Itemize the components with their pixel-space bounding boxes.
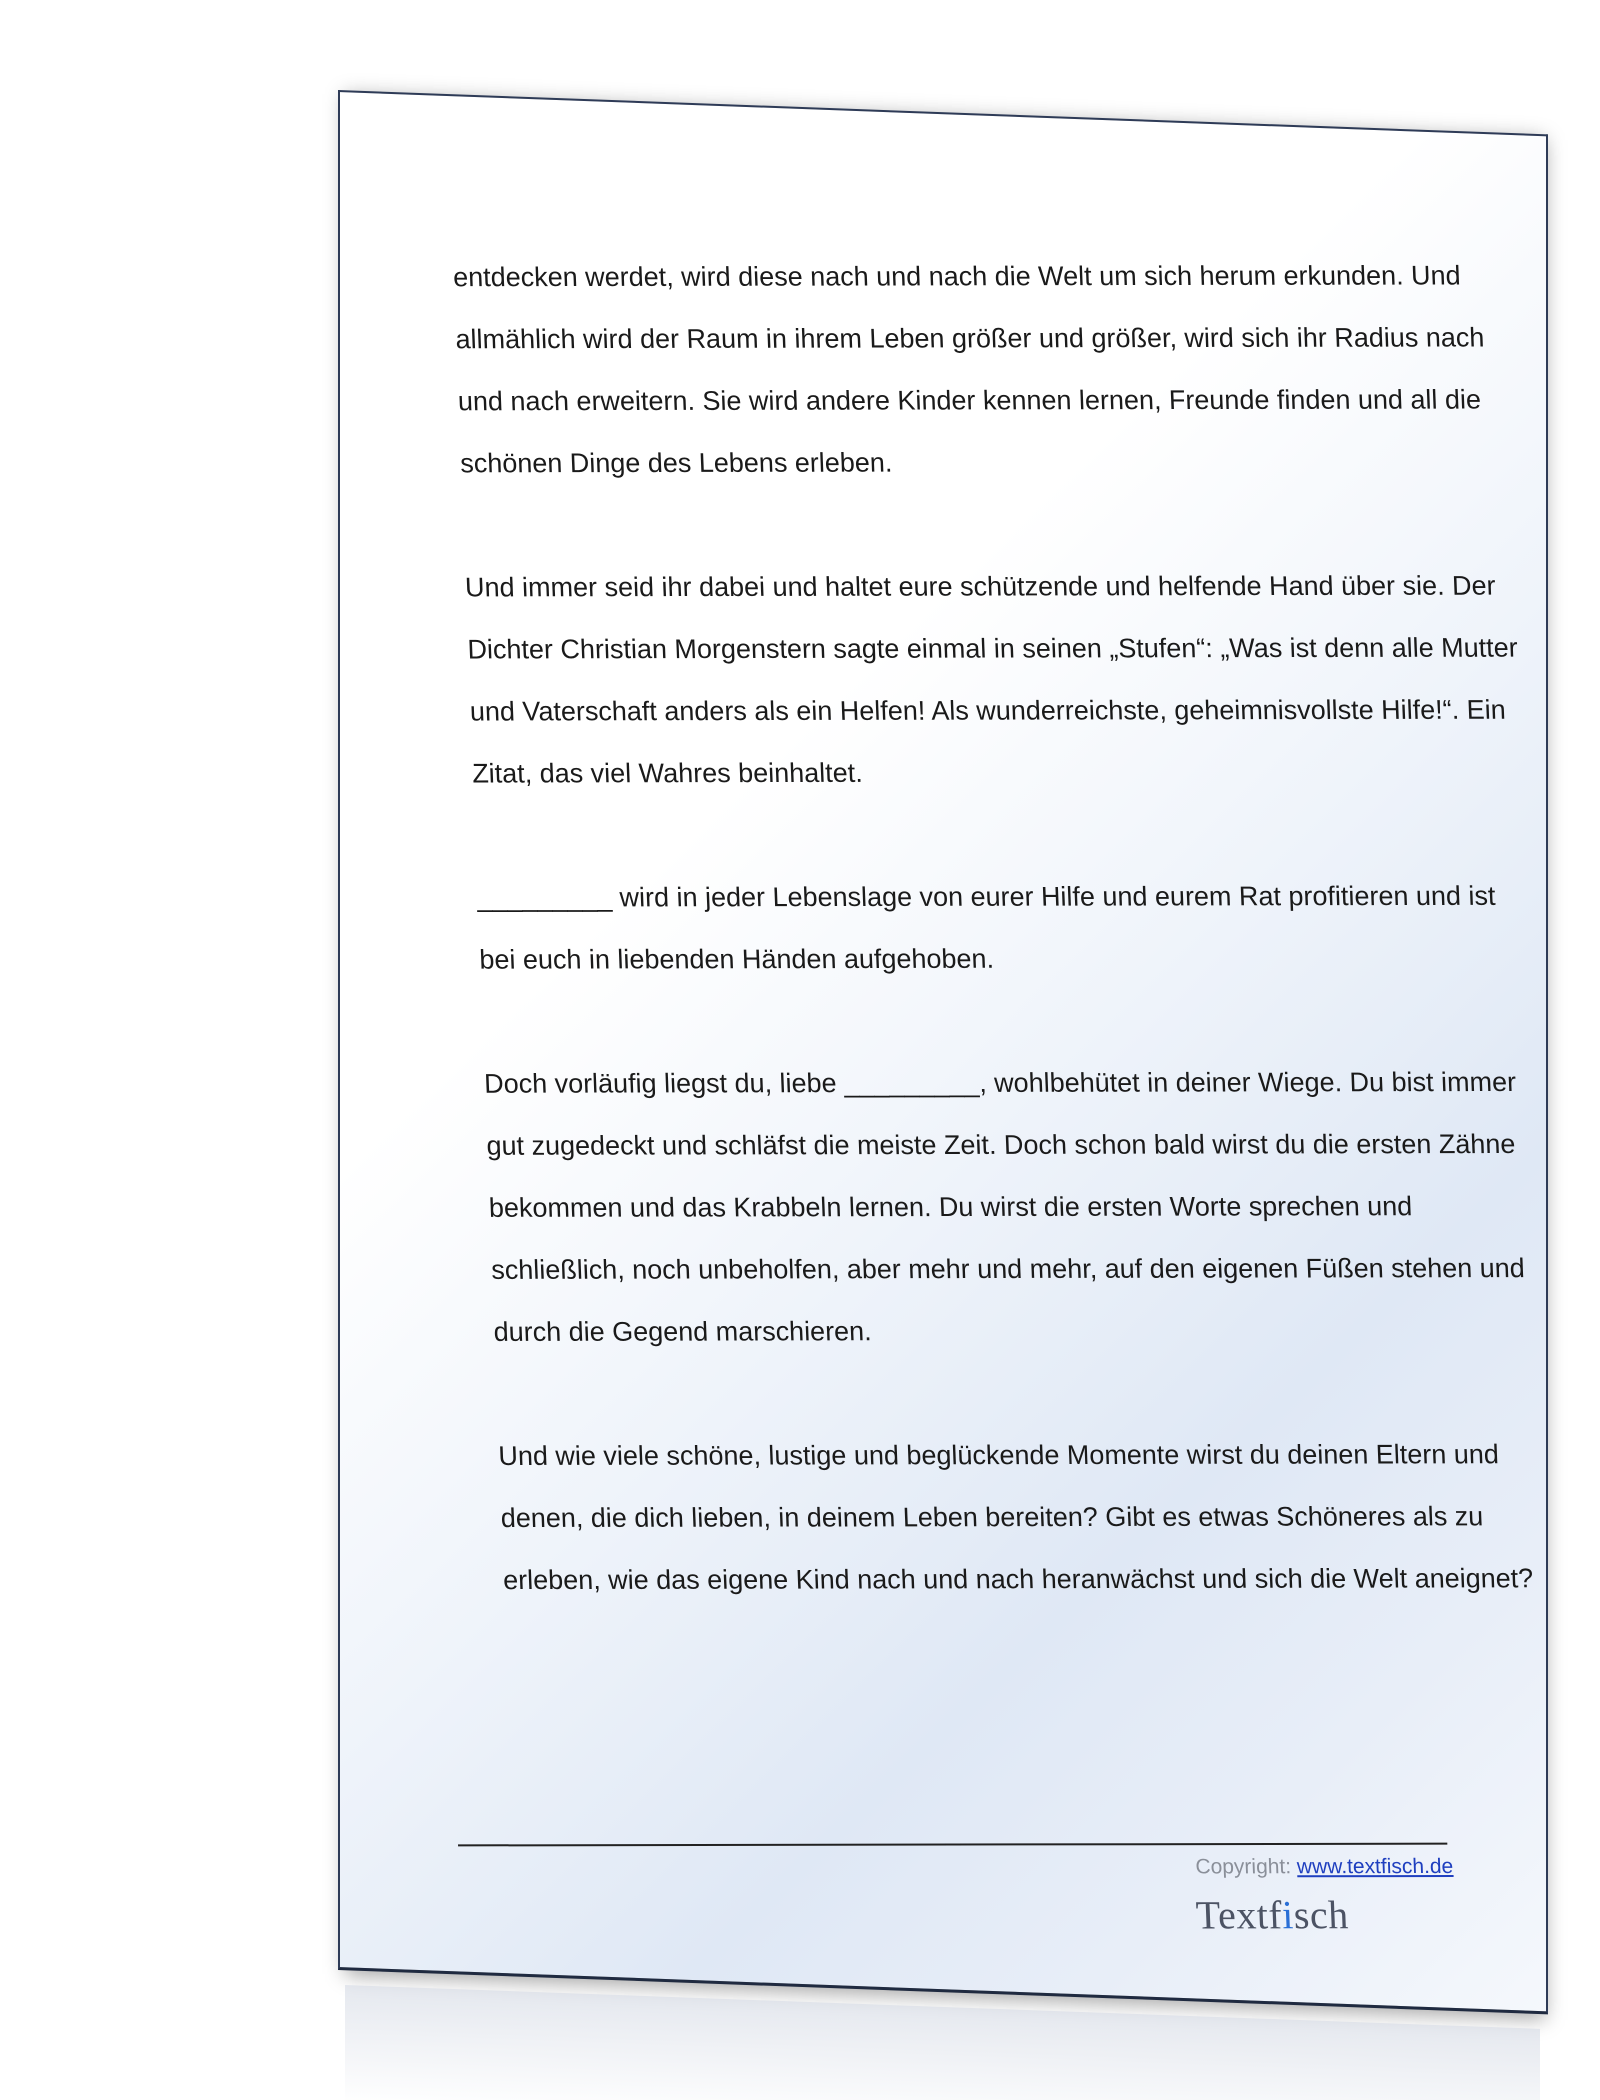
text-line: entdecken werdet, wird diese nach und nach die Welt um sich herum erkunden. Und: [452, 260, 1462, 293]
fish-icon: i: [1281, 1892, 1295, 1938]
footer-divider: [458, 1843, 1447, 1847]
copyright-link[interactable]: www.textfisch.de: [1296, 1854, 1454, 1879]
document-page: [338, 90, 1548, 2014]
text-line: Zitat, das viel Wahres beinhaltet.: [471, 757, 864, 789]
text-line: Dichter Christian Morgenstern sagte einmal in seinen „Stufen“: „Was ist denn alle Mutter: [466, 632, 1519, 665]
paragraph-2: [464, 555, 1519, 805]
document-body: [452, 244, 1534, 1673]
text-line: bei euch in liebenden Händen aufgehoben.: [478, 943, 995, 975]
copyright-notice: [1195, 1855, 1454, 1879]
paragraph-1: [452, 244, 1485, 494]
text-line: durch die Gegend marschieren.: [493, 1316, 873, 1347]
textfisch-logo: [1195, 1891, 1349, 1938]
paragraph-3: [476, 865, 1496, 991]
paragraph-4: [483, 1051, 1526, 1363]
text-line: und nach erweitern. Sie wird andere Kinder kennen lernen, Freunde finden und all die: [457, 384, 1482, 417]
text-line: allmählich wird der Raum in ihrem Leben größer und größer, wird sich ihr Radius nach: [454, 322, 1485, 355]
text-line: schließlich, noch unbeholfen, aber mehr und mehr, auf den eigenen Füßen stehen und: [490, 1253, 1526, 1285]
paragraph-5: [497, 1423, 1534, 1611]
logo-text-start: Textf: [1195, 1892, 1284, 1938]
text-line: erleben, wie das eigene Kind nach und nach heranwächst und sich die Welt aneignet?: [502, 1563, 1534, 1596]
text-line: denen, die dich lieben, in deinem Leben bereiten? Gibt es etwas Schöneres als zu: [500, 1501, 1484, 1534]
text-line: Und immer seid ihr dabei und haltet eure schützende und helfende Hand über sie. Der: [464, 570, 1497, 603]
text-line: bekommen und das Krabbeln lernen. Du wirst die ersten Worte sprechen und: [488, 1191, 1413, 1223]
logo-text-end: sch: [1292, 1892, 1350, 1938]
text-line: und Vaterschaft anders als ein Helfen! Als wunderreichste, geheimnisvollste Hilfe!“. Ein: [469, 694, 1507, 727]
text-line: schönen Dinge des Lebens erleben.: [459, 447, 893, 479]
text-line: gut zugedeckt und schläfst die meiste Zeit. Doch schon bald wirst du die ersten Zähne: [485, 1128, 1516, 1161]
text-line: Und wie viele schöne, lustige und beglückende Momente wirst du deinen Eltern und: [497, 1439, 1500, 1472]
copyright-label: Copyright:: [1195, 1855, 1292, 1879]
text-line: _________ wird in jeder Lebenslage von eurer Hilfe und eurem Rat profitieren und ist: [476, 880, 1496, 913]
text-line: Doch vorläufig liegst du, liebe _________, wohlbehütet in deiner Wiege. Du bist immer: [483, 1066, 1517, 1099]
